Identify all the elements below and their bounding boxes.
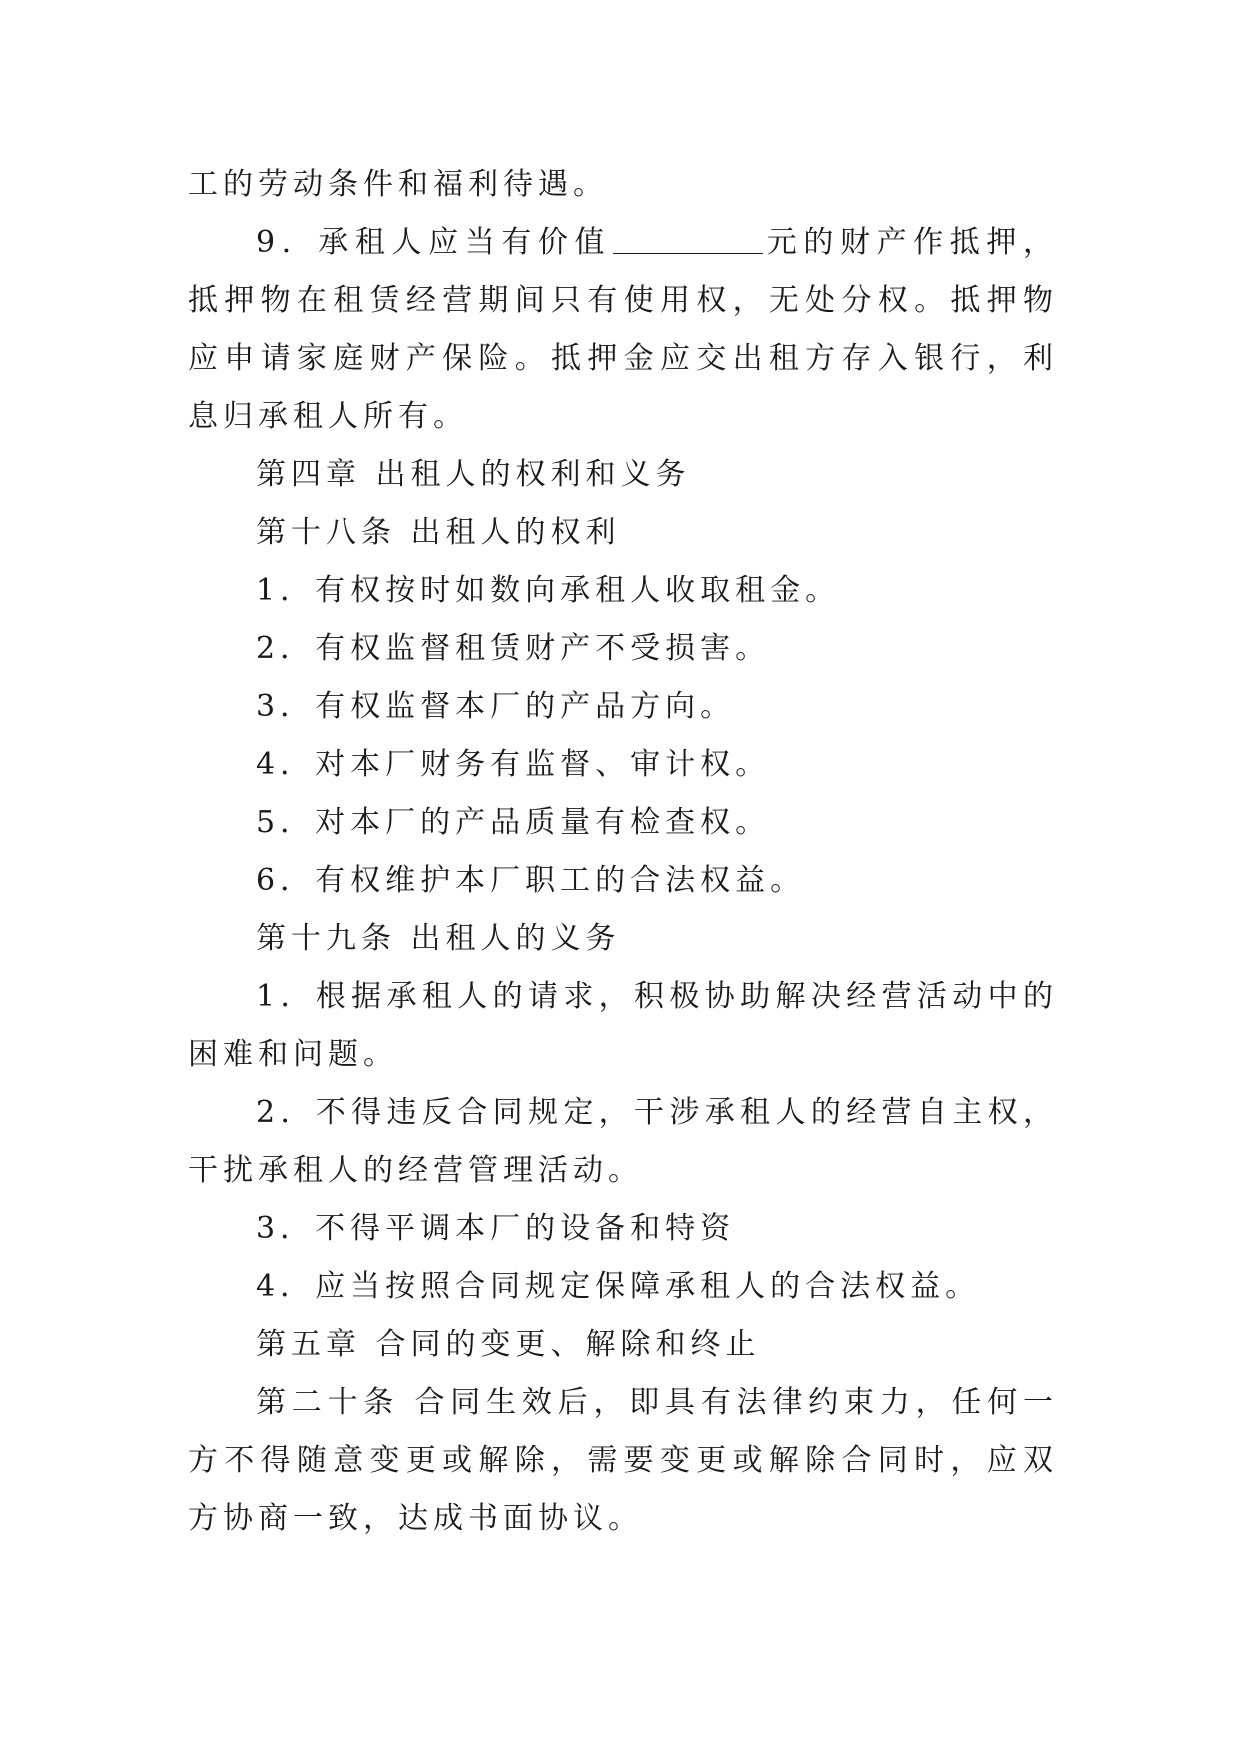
list-item: 5．对本厂的产品质量有检查权。 [256, 805, 771, 840]
article-paragraph-20: 第二十条 合同生效后，即具有法律约束力，任何一方不得随意变更或解除，需要变更或解除合同时，应双方协商一致，达成书面协议。 [188, 1385, 1058, 1536]
list-item: 4．对本厂财务有监督、审计权。 [256, 747, 771, 782]
paragraph-continuation: 工的劳动条件和福利待遇。 [188, 167, 608, 202]
article-heading-19: 第十九条 出租人的义务 [256, 921, 621, 956]
list-item: 1．有权按时如数向承租人收取租金。 [256, 573, 841, 608]
paragraph-text-after-blank: 元的财产作抵押，抵押物在租赁经营期间只有使用权，无处分权。抵押物应申请家庭财产保险。抵押金应交出租方存入银行，利息归承租人所有。 [188, 225, 1059, 434]
chapter-heading-5: 第五章 合同的变更、解除和终止 [256, 1327, 761, 1362]
list-item: 4．应当按照合同规定保障承租人的合法权益。 [256, 1269, 981, 1304]
chapter-heading-4: 第四章 出租人的权利和义务 [256, 457, 691, 492]
list-item: 2．有权监督租赁财产不受损害。 [256, 631, 771, 666]
list-item: 1．根据承租人的请求，积极协助解决经营活动中的困难和问题。 [188, 979, 1058, 1072]
list-item: 6．有权维护本厂职工的合法权益。 [256, 863, 806, 898]
fill-in-blank [613, 223, 763, 254]
article-heading-18: 第十八条 出租人的权利 [256, 515, 621, 550]
paragraph-text-before-blank: 9．承租人应当有价值 [256, 225, 612, 260]
list-item: 3．不得平调本厂的设备和特资 [256, 1211, 736, 1246]
list-item: 3．有权监督本厂的产品方向。 [256, 689, 736, 724]
list-item: 2．不得违反合同规定，干涉承租人的经营自主权，干扰承租人的经营管理活动。 [188, 1095, 1058, 1188]
document-body [188, 156, 1058, 1548]
paragraph-item-9-collateral [188, 214, 1058, 446]
